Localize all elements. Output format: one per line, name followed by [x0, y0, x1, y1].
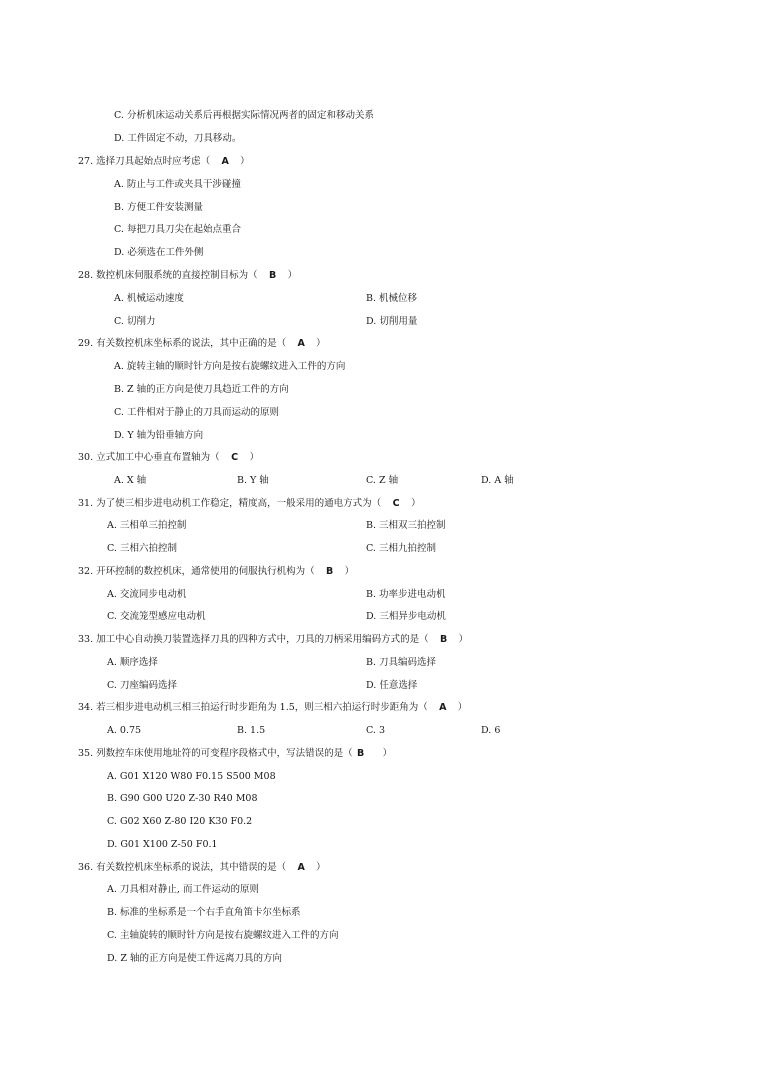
- option-c: C. 分析机床运动关系后再根据实际情况两者的固定和移动关系: [114, 110, 374, 121]
- question-33: [78, 632, 468, 648]
- option-c: C. 3: [366, 725, 386, 736]
- option-d: D. 工件固定不动，刀具移动。: [114, 133, 242, 144]
- close-paren: ）: [458, 634, 469, 645]
- question-30: [78, 450, 259, 466]
- question-stem: 28. 数控机床伺服系统的直接控制目标为（: [78, 270, 258, 281]
- option-a: A. 刀具相对静止, 而工件运动的原则: [107, 884, 259, 895]
- option-c: C. 三相六拍控制: [107, 543, 177, 554]
- option-c: C. 主轴旋转的顺时针方向是按右旋螺纹进入工件的方向: [107, 930, 339, 941]
- close-paren: ）: [240, 156, 250, 167]
- option-c: C. G02 X60 Z-80 I20 K30 F0.2: [107, 816, 253, 827]
- option-a: A. 交流同步电动机: [107, 589, 187, 600]
- option-b: B. 标准的坐标系是一个右手直角笛卡尔坐标系: [107, 907, 301, 918]
- question-stem: 29. 有关数控机床坐标系的说法，其中正确的是（: [78, 338, 287, 349]
- question-stem: 32. 开环控制的数控机床，通常使用的伺服执行机构为（: [78, 566, 315, 577]
- option-d: D. 6: [481, 725, 501, 736]
- option-a: A. X 轴: [114, 475, 147, 486]
- option-d: D. 三相异步电动机: [366, 611, 446, 622]
- option-a: A. 三相单三拍控制: [107, 520, 187, 531]
- question-stem: 35. 列数控车床使用地址符的可变程序段格式中，写法错误的是（: [78, 748, 353, 759]
- answer: A: [221, 156, 229, 167]
- option-c: C. 切削力: [114, 316, 156, 327]
- option-a: A. 旋转主轴的顺时针方向是按右旋螺纹进入工件的方向: [114, 361, 346, 372]
- option-d: D. 任意选择: [366, 680, 418, 691]
- option-b: B. 刀具编码选择: [366, 657, 437, 668]
- answer: A: [297, 862, 305, 873]
- question-stem: 31. 为了使三相步进电动机工作稳定，精度高，一般采用的通电方式为（: [78, 498, 382, 509]
- answer: A: [439, 702, 447, 713]
- answer: B: [440, 634, 448, 645]
- option-c: C. 刀座编码选择: [107, 680, 177, 691]
- question-stem: 27. 选择刀具起始点时应考虑（: [78, 156, 211, 167]
- question-36: [78, 860, 326, 876]
- option-d: D. G01 X100 Z-50 F0.1: [107, 839, 218, 850]
- option-b: B. G90 G00 U20 Z-30 R40 M08: [107, 793, 258, 804]
- answer: B: [326, 566, 334, 577]
- answer: B: [357, 748, 365, 759]
- option-a: A. G01 X120 W80 F0.15 S500 M08: [107, 771, 276, 782]
- question-28: [78, 268, 297, 284]
- option-d: D. A 轴: [481, 475, 514, 486]
- answer: B: [269, 270, 277, 281]
- option-c: C. 工件相对于静止的刀具而运动的原则: [114, 407, 279, 418]
- answer: C: [392, 498, 400, 509]
- option-c: C. Z 轴: [366, 475, 399, 486]
- answer: C: [231, 452, 239, 463]
- question-stem: 36. 有关数控机床坐标系的说法，其中错误的是（: [78, 862, 287, 873]
- option-c: C. 每把刀具刀尖在起始点重合: [114, 224, 241, 235]
- option-a: A. 0.75: [107, 725, 142, 736]
- question-35: [78, 746, 392, 762]
- answer: A: [297, 338, 305, 349]
- close-paren: ）: [382, 748, 393, 759]
- question-34: [78, 700, 467, 716]
- question-stem: 34. 若三相步进电动机三相三拍运行时步距角为 1.5，则三相六拍运行时步距角为（: [78, 702, 428, 713]
- question-27: [78, 154, 250, 170]
- close-paren: ）: [457, 702, 468, 713]
- option-b: B. 机械位移: [366, 293, 418, 304]
- option-b: B. 功率步进电动机: [366, 589, 446, 600]
- option-d: C. 三相九拍控制: [366, 543, 436, 554]
- question-29: [78, 336, 326, 352]
- close-paren: ）: [344, 566, 355, 577]
- option-d: D. Z 轴的正方向是使工件远离刀具的方向: [107, 953, 282, 964]
- option-a: A. 顺序选择: [107, 657, 158, 668]
- option-d: D. 切削用量: [366, 316, 418, 327]
- option-a: A. 机械运动速度: [114, 293, 184, 304]
- close-paren: ）: [249, 452, 260, 463]
- option-c: C. 交流笼型感应电动机: [107, 611, 206, 622]
- option-d: D. 必须选在工件外侧: [114, 247, 204, 258]
- option-b: B. Y 轴: [237, 475, 269, 486]
- question-32: [78, 564, 354, 580]
- option-b: B. 三相双三拍控制: [366, 520, 446, 531]
- option-b: B. 1.5: [237, 725, 266, 736]
- close-paren: ）: [411, 498, 421, 509]
- close-paren: ）: [316, 338, 326, 349]
- option-b: B. 方便工件安装测量: [114, 202, 204, 213]
- question-stem: 33. 加工中心自动换刀装置选择刀具的四种方式中，刀具的刀柄采用编码方式的是（: [78, 634, 429, 645]
- option-d: D. Y 轴为铅垂轴方向: [114, 430, 204, 441]
- question-31: [78, 496, 421, 512]
- option-b: B. Z 轴的正方向是使刀具趋近工件的方向: [114, 384, 289, 395]
- close-paren: ）: [287, 270, 298, 281]
- question-stem: 30. 立式加工中心垂直布置轴为（: [78, 452, 220, 463]
- close-paren: ）: [316, 862, 326, 873]
- option-a: A. 防止与工件或夹具干涉碰撞: [114, 179, 241, 190]
